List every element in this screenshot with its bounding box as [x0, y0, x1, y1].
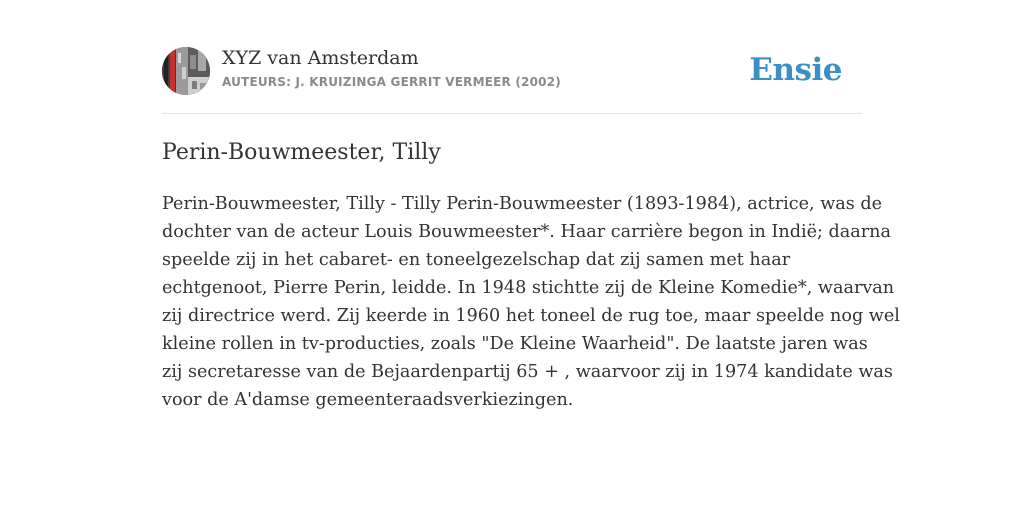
book-authors: AUTEURS: J. KRUIZINGA GERRIT VERMEER (2002): [222, 75, 561, 89]
header-divider: [162, 113, 862, 114]
entry-body-line: Perin-Bouwmeester, Tilly - Tilly Perin-Bouwmeester (1893-1984), actrice, was de: [162, 194, 883, 214]
entry-body-line: kleine rollen in tv-producties, zoals "De Kleine Waarheid". De laatste jaren was: [162, 334, 868, 354]
book-cover-icon[interactable]: [162, 47, 210, 95]
entry-body-line: voor de A'damse gemeenteraadsverkiezingen.: [162, 390, 574, 410]
ensie-logo[interactable]: Ensie: [749, 52, 842, 88]
entry-body: [162, 190, 900, 414]
book-cover-image: [162, 47, 210, 95]
entry-body-line: echtgenoot, Pierre Perin, leidde. In 1948 stichtte zij de Kleine Komedie*, waarvan: [162, 278, 895, 298]
entry-body-line: zij secretaresse van de Bejaardenpartij 65 + , waarvoor zij in 1974 kandidate was: [162, 362, 893, 382]
book-header: [162, 46, 862, 96]
entry-body-line: dochter van de acteur Louis Bouwmeester*. Haar carrière begon in Indië; daarna: [162, 222, 891, 242]
entry-body-line: zij directrice werd. Zij keerde in 1960 het toneel de rug toe, maar speelde nog wel: [162, 306, 900, 326]
entry-title: Perin-Bouwmeester, Tilly: [162, 140, 441, 165]
entry-body-line: speelde zij in het cabaret- en toneelgezelschap dat zij samen met haar: [162, 250, 791, 270]
book-title[interactable]: XYZ van Amsterdam: [222, 47, 419, 69]
